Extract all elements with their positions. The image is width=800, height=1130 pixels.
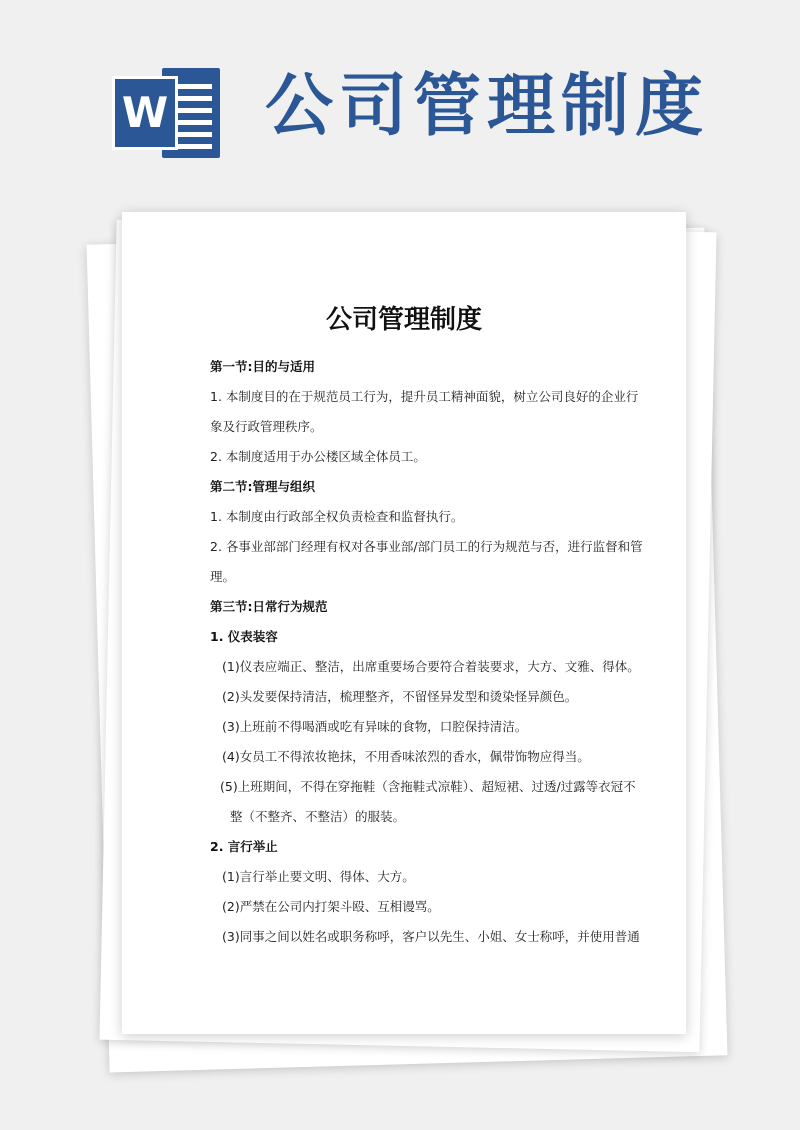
section-heading: 2. 言行举止 [210, 839, 278, 854]
word-document-icon [112, 68, 220, 158]
word-icon-lines [174, 84, 212, 156]
document-line: (1)仪表应端正、整洁，出席重要场合要符合着装要求，大方、文雅、得体。 [222, 659, 640, 674]
document-line: (4)女员工不得浓妆艳抹，不用香味浓烈的香水，佩带饰物应得当。 [222, 749, 590, 764]
word-icon-letter: W [112, 76, 178, 150]
document-body [210, 352, 643, 952]
document-title: 公司管理制度 [325, 305, 482, 335]
section-heading: 第一节:目的与适用 [210, 359, 315, 374]
document-line: 理。 [210, 569, 236, 584]
section-heading: 1. 仪表装容 [210, 629, 278, 644]
document-page [122, 212, 686, 1034]
banner-title: 公司管理制度 [265, 67, 710, 146]
document-line: 象及行政管理秩序。 [210, 419, 323, 434]
document-line: 整（不整齐、不整洁）的服装。 [230, 809, 406, 824]
banner [0, 0, 800, 200]
document-line: (1)言行举止要文明、得体、大方。 [222, 869, 415, 884]
document-line: (3)上班前不得喝酒或吃有异味的食物，口腔保持清洁。 [222, 719, 528, 734]
document-line: 2. 本制度适用于办公楼区域全体员工。 [210, 449, 426, 464]
document-line: (2)头发要保持清洁，梳理整齐，不留怪异发型和烫染怪异颜色。 [222, 689, 578, 704]
document-line: (2)严禁在公司内打架斗殴、互相谩骂。 [222, 899, 440, 914]
document-line: 1. 本制度目的在于规范员工行为，提升员工精神面貌，树立公司良好的企业行 [210, 389, 639, 404]
section-heading: 第二节:管理与组织 [210, 479, 315, 494]
document-line: 1. 本制度由行政部全权负责检查和监督执行。 [210, 509, 464, 524]
document-line: (5)上班期间，不得在穿拖鞋（含拖鞋式凉鞋）、超短裙、过透/过露等衣冠不 [220, 779, 636, 794]
section-heading: 第三节:日常行为规范 [210, 599, 328, 614]
document-line: (3)同事之间以姓名或职务称呼，客户以先生、小姐、女士称呼，并使用普通 [222, 929, 640, 944]
document-line: 2. 各事业部部门经理有权对各事业部/部门员工的行为规范与否，进行监督和管 [210, 539, 643, 554]
